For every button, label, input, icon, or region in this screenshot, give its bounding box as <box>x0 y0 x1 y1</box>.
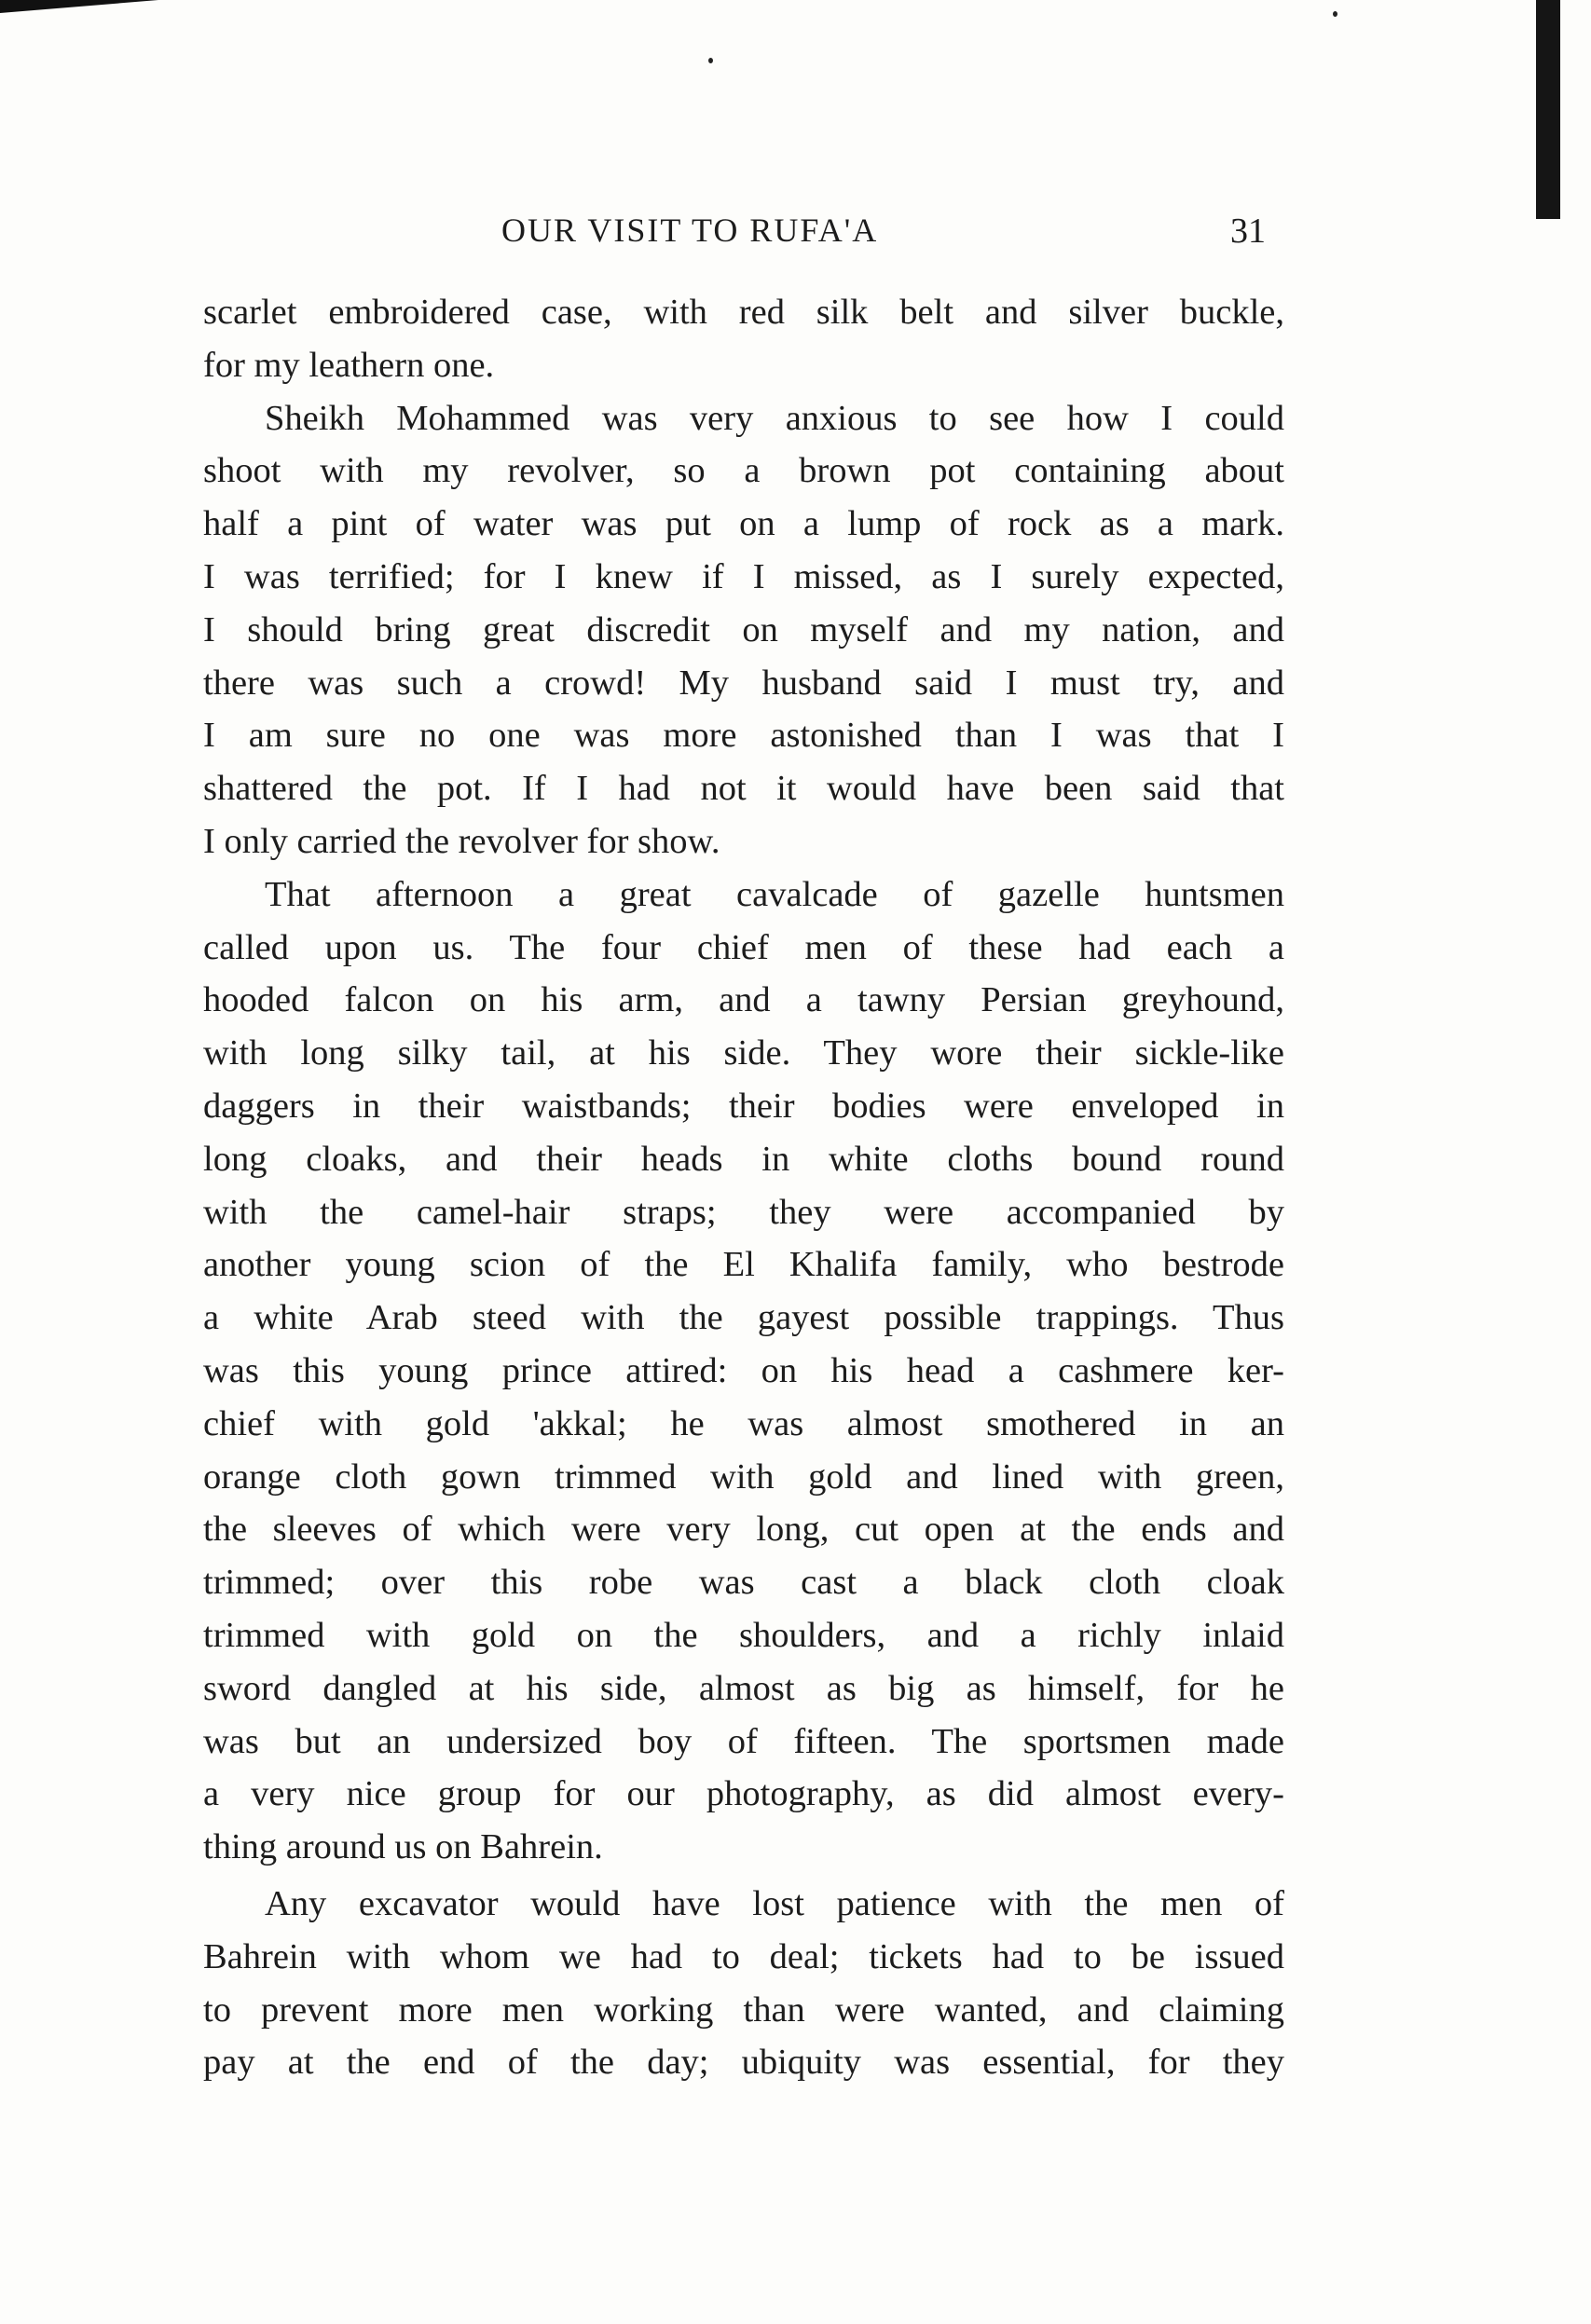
paragraph <box>203 1878 1284 2089</box>
text-line: the sleeves of which were very long, cut open at the ends and <box>203 1510 1284 1550</box>
text-line: I am sure no one was more astonished than I was that I <box>203 716 1284 756</box>
text-line: I was terrified; for I knew if I missed, as I surely expected, <box>203 556 1284 596</box>
text-line: called upon us. The four chief men of these had each a <box>203 927 1284 967</box>
paragraph <box>203 868 1284 1874</box>
text-line: pay at the end of the day; ubiquity was essential, for they <box>203 2043 1284 2083</box>
page-header <box>203 211 1284 253</box>
running-title: OUR VISIT TO RUFA'A <box>501 212 879 249</box>
text-line: I only carried the revolver for show. <box>203 821 720 861</box>
text-line: daggers in their waistbands; their bodies were enveloped in <box>203 1086 1284 1126</box>
scan-binding-shadow <box>1536 0 1560 219</box>
text-line: Sheikh Mohammed was very anxious to see how I could <box>265 398 1284 438</box>
text-line: scarlet embroidered case, with red silk belt and silver buckle, <box>203 293 1284 332</box>
page-number: 31 <box>1230 212 1266 251</box>
scan-edge-mark <box>0 0 158 13</box>
text-line: was this young prince attired: on his head a cashmere ker- <box>203 1350 1284 1390</box>
text-line: another young scion of the El Khalifa family, who bestrode <box>203 1245 1284 1285</box>
text-line: Any excavator would have lost patience with the men of <box>265 1883 1284 1923</box>
text-line: shattered the pot. If I had not it would have been said that <box>203 769 1284 809</box>
text-line: That afternoon a great cavalcade of gazelle huntsmen <box>265 874 1284 914</box>
text-line: there was such a crowd! My husband said I must try, and <box>203 663 1284 703</box>
text-line: trimmed with gold on the shoulders, and a richly inlaid <box>203 1615 1284 1655</box>
text-line: hooded falcon on his arm, and a tawny Persian greyhound, <box>203 980 1284 1020</box>
text-line: a white Arab steed with the gayest possible trappings. Thus <box>203 1298 1284 1338</box>
text-line: to prevent more men working than were wanted, and claiming <box>203 1989 1284 2030</box>
speck <box>1333 11 1337 17</box>
text-line: Bahrein with whom we had to deal; tickets had to be issued <box>203 1936 1284 1976</box>
text-line: a very nice group for our photography, as did almost every- <box>203 1774 1284 1814</box>
text-line: trimmed; over this robe was cast a black cloth cloak <box>203 1563 1284 1603</box>
paragraph <box>203 286 1284 392</box>
paragraph <box>203 392 1284 868</box>
text-line: chief with gold 'akkal; he was almost smothered in an <box>203 1403 1284 1443</box>
text-line: thing around us on Bahrein. <box>203 1827 603 1867</box>
text-line: I should bring great discredit on myself and my nation, and <box>203 609 1284 649</box>
text-line: for my leathern one. <box>203 345 495 385</box>
speck <box>708 58 713 63</box>
text-line: orange cloth gown trimmed with gold and lined with green, <box>203 1456 1284 1497</box>
text-line: with long silky tail, at his side. They wore their sickle-like <box>203 1033 1284 1073</box>
text-line: long cloaks, and their heads in white cloths bound round <box>203 1139 1284 1179</box>
text-line: sword dangled at his side, almost as big as himself, for he <box>203 1668 1284 1708</box>
text-line: half a pint of water was put on a lump of rock as a mark. <box>203 504 1284 544</box>
text-line: shoot with my revolver, so a brown pot containing about <box>203 451 1284 491</box>
text-line: with the camel-hair straps; they were accompanied by <box>203 1192 1284 1232</box>
page-body <box>203 286 1284 2089</box>
text-line: was but an undersized boy of fifteen. The sportsmen made <box>203 1721 1284 1761</box>
